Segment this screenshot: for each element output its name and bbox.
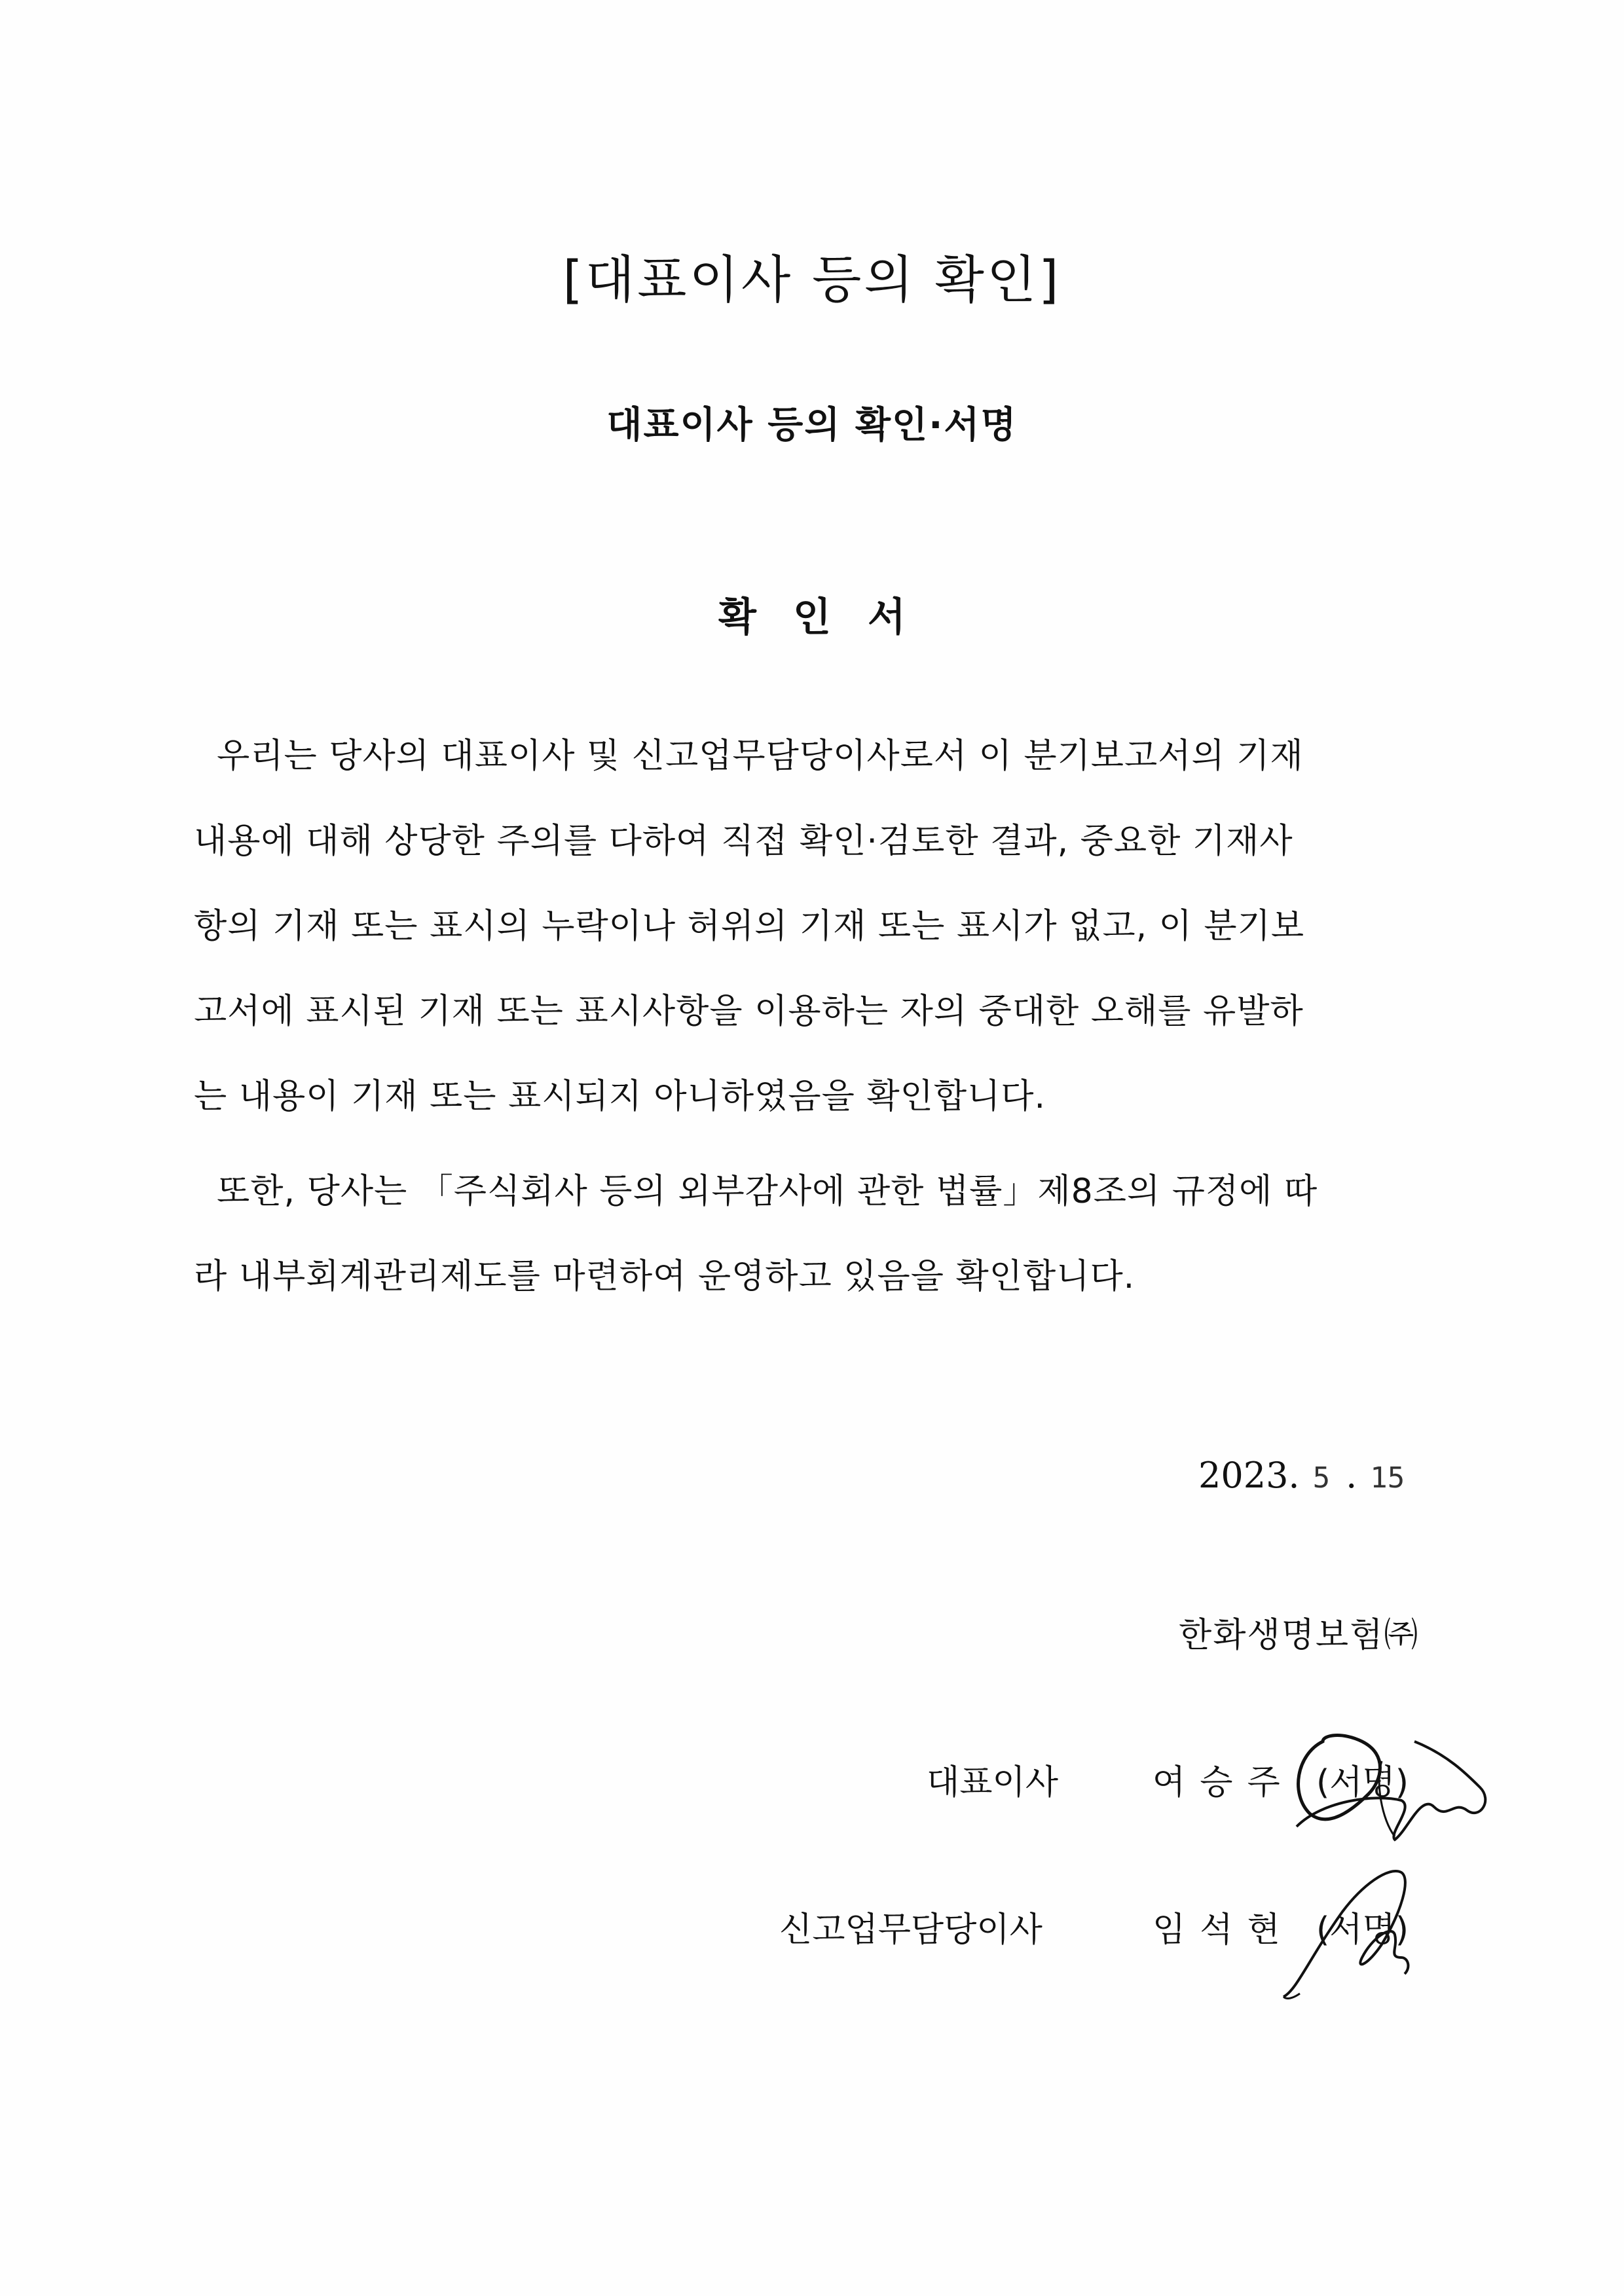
paragraph-line: 는 내용이 기재 또는 표시되지 아니하였음을 확인합니다. [194, 1077, 1046, 1116]
document-date [1198, 1455, 1405, 1496]
confirmation-heading: 확인서 [718, 594, 942, 640]
confirmation-paragraph-1 [194, 714, 1438, 1139]
date-year: 2023. [1198, 1455, 1300, 1496]
paragraph-line: 또한, 당사는 「주식회사 등의 외부감사에 관한 법률」제8조의 규정에 따 [194, 1172, 1318, 1211]
document-title: [대표이사 등의 확인] [563, 251, 1061, 310]
signatory-role: 신고업무담당이사 [779, 1910, 1043, 1950]
paragraph-line: 라 내부회계관리제도를 마련하여 운영하고 있음을 확인합니다. [194, 1257, 1135, 1296]
signature-label: (서명) [1316, 1910, 1409, 1950]
date-month-handwritten: 5 [1312, 1461, 1331, 1495]
confirmation-paragraph-2 [194, 1149, 1438, 1319]
paragraph-line: 우리는 당사의 대표이사 및 신고업무담당이사로서 이 분기보고서의 기재 [194, 737, 1304, 776]
paragraph-line: 내용에 대해 상당한 주의를 다하여 직접 확인·검토한 결과, 중요한 기재사 [194, 822, 1293, 861]
signatory-name: 여승주 [1153, 1763, 1295, 1802]
paragraph-line: 항의 기재 또는 표시의 누락이나 허위의 기재 또는 표시가 없고, 이 분기보 [194, 907, 1305, 946]
date-day-handwritten: 15 [1370, 1461, 1405, 1495]
signature-label: (서명) [1316, 1763, 1409, 1802]
document-subtitle: 대표이사 등의 확인·서명 [606, 404, 1018, 446]
signatory-role: 대표이사 [927, 1763, 1058, 1802]
company-name: 한화생명보험㈜ [1179, 1616, 1420, 1655]
paragraph-line: 고서에 표시된 기재 또는 표시사항을 이용하는 자의 중대한 오해를 유발하 [194, 992, 1304, 1031]
date-separator: . [1346, 1455, 1357, 1496]
signatory-name: 임석현 [1153, 1910, 1295, 1950]
